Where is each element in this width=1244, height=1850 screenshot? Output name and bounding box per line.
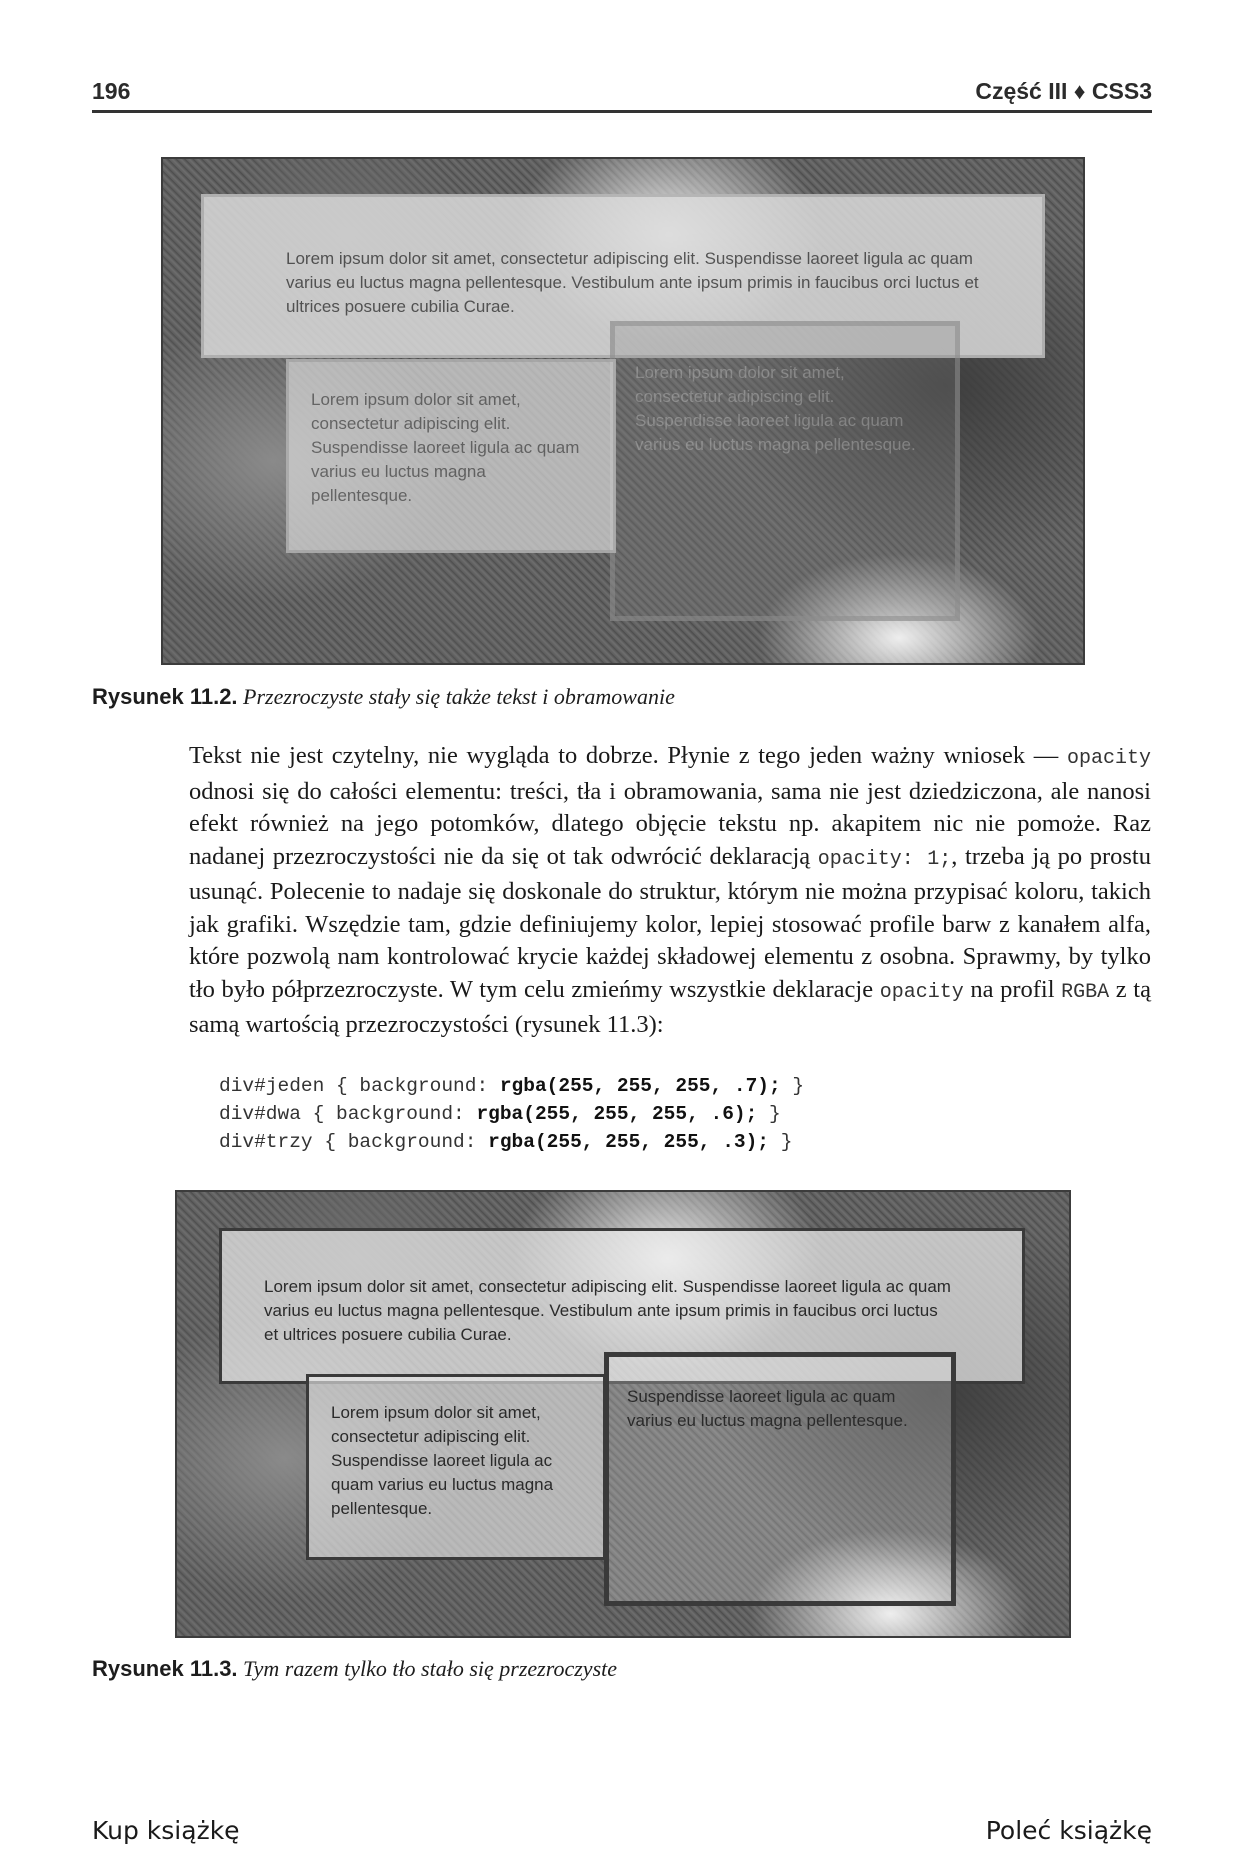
code-listing	[219, 1072, 804, 1156]
figure2-box-trzy-text: Suspendisse laoreet ligula ac quam varius eu luctus magna pellentesque.	[627, 1387, 908, 1430]
figure-11-3-caption	[92, 1656, 617, 1682]
figure2-box-trzy	[604, 1352, 956, 1606]
figure-11-2-caption-text: Przezroczyste stały się także tekst i obramowanie	[243, 684, 675, 709]
recommend-book-link[interactable]: Poleć książkę	[985, 1816, 1152, 1845]
figure1-box-dwa	[286, 359, 616, 553]
inline-code-opacity-2: opacity	[879, 980, 964, 1004]
figure-11-2-caption-label: Rysunek 11.2.	[92, 684, 238, 709]
body-text-4: na profil	[963, 975, 1062, 1003]
figure-11-3-caption-label: Rysunek 11.3.	[92, 1656, 238, 1681]
code-line-brace: }	[780, 1075, 805, 1097]
figure1-box-trzy	[610, 321, 960, 621]
body-text-2: odnosi się do całości elementu: treści, tła i obramowania, sama nie jest dziedziczona, ale nanosi efekt również na jego potomków, dlatego objęcie tekstu np. akapitem nic nie pomoże. Raz nadanej przezroczystości nie da się ot tak odwrócić deklaracją	[189, 777, 1151, 870]
code-line-value: rgba(255, 255, 255, .7);	[499, 1075, 781, 1097]
figure-11-2-caption	[92, 684, 675, 710]
buy-book-link[interactable]: Kup książkę	[92, 1816, 240, 1845]
figure1-box-dwa-text: Lorem ipsum dolor sit amet, consectetur adipiscing elit. Suspendisse laoreet ligula ac quam varius eu luctus magna pellentesque.	[311, 390, 580, 505]
figure2-box-jeden-text: Lorem ipsum dolor sit amet, consectetur adipiscing elit. Suspendisse laoreet ligula ac quam varius eu luctus magna pellentesque. Vestibulum ante ipsum primis in faucibus orci luctus et ultrices posuere cubilia Curae.	[264, 1277, 951, 1344]
figure1-box-trzy-text: Lorem ipsum dolor sit amet, consectetur adipiscing elit. Suspendisse laoreet ligula ac quam varius eu luctus magna pellentesque.	[635, 363, 916, 454]
code-line-brace: }	[757, 1103, 781, 1125]
code-line	[219, 1103, 781, 1125]
code-line	[219, 1075, 804, 1097]
page-number: 196	[92, 78, 131, 104]
inline-code-opacity-1: opacity: 1;	[817, 847, 952, 871]
code-line-value: rgba(255, 255, 255, .6);	[476, 1103, 758, 1125]
figure2-box-dwa-text: Lorem ipsum dolor sit amet, consectetur adipiscing elit. Suspendisse laoreet ligula ac quam varius eu luctus magna pellentesque.	[331, 1403, 554, 1518]
figure-11-2	[161, 157, 1085, 665]
figure-11-3	[175, 1190, 1071, 1638]
body-paragraph	[189, 740, 1151, 1042]
code-line-value: rgba(255, 255, 255, .3);	[488, 1131, 770, 1153]
body-text-1: Tekst nie jest czytelny, nie wygląda to dobrze. Płynie z tego jeden ważny wniosek —	[189, 742, 1067, 769]
code-line-selector: div#jeden { background:	[219, 1075, 500, 1097]
code-line-selector: div#dwa { background:	[219, 1103, 477, 1125]
figure2-box-dwa	[306, 1374, 606, 1560]
code-line	[219, 1131, 792, 1153]
code-line-brace: }	[769, 1131, 793, 1153]
code-line-selector: div#trzy { background:	[219, 1131, 489, 1153]
figure-11-3-caption-text: Tym razem tylko tło stało się przezroczyste	[243, 1656, 618, 1681]
figure1-box-jeden-text: Lorem ipsum dolor sit amet, consectetur adipiscing elit. Suspendisse laoreet ligula ac quam varius eu luctus magna pellentesque. Vestibulum ante ipsum primis in faucibus orci luctus et ultrices posuere cubilia Curae.	[286, 249, 979, 316]
body-text-3: , trzeba ją po prostu usunąć. Polecenie to nadaje się doskonale do struktur, którym nie można przypisać koloru, takich jak grafiki. Wszędzie tam, gdzie definiujemy kolor, lepiej stosować profile barw z kanałem alfa, które pozwolą nam kontrolować krycie każdej składowej elementu z osobna. Sprawmy, by tylko tło było półprzezroczyste. W tym celu zmieńmy wszystkie deklaracje	[189, 842, 1151, 1003]
inline-code-opacity: opacity	[1066, 747, 1151, 770]
header-rule	[92, 110, 1152, 113]
inline-code-rgba: RGBA	[1061, 980, 1110, 1004]
body-text-5: z tą samą wartością przezroczystości (rysunek 11.3):	[189, 975, 1151, 1038]
running-head: Część III ♦ CSS3	[975, 78, 1152, 104]
